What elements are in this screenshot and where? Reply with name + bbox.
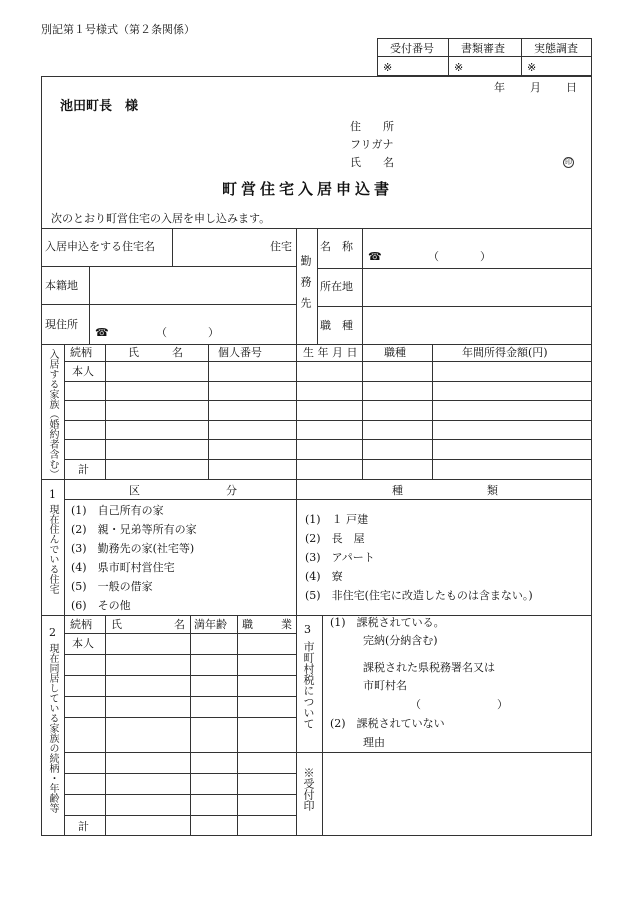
- addressee: 池田町長 様: [60, 99, 139, 114]
- workplace-label: 勤務先: [299, 255, 312, 318]
- document-review-mark: ※: [454, 61, 464, 74]
- family-total: 計: [78, 463, 89, 476]
- type-option: (5) 非住宅(住宅に改造したものは含まない。): [305, 589, 533, 602]
- document-review-header: 書類審査: [461, 42, 505, 55]
- cohabitant-header-occupation-2: 業: [281, 618, 292, 631]
- phone-icon: ☎: [95, 326, 109, 339]
- date-day: 日: [566, 81, 577, 94]
- tax-option-1: (1) 課税されている。: [330, 616, 445, 629]
- date-month: 月: [530, 81, 541, 94]
- cohabitant-header-surname: 氏: [111, 618, 122, 631]
- receipt-number-header: 受付番号: [390, 42, 434, 55]
- housing-name-suffix: 住宅: [270, 240, 292, 253]
- type-header-2: 類: [487, 484, 498, 497]
- family-header-income: 年間所得金額(円): [462, 346, 548, 359]
- category-header-2: 分: [226, 484, 237, 497]
- tax-paren-close: ）: [497, 698, 508, 711]
- workplace-phone-icon: ☎: [368, 250, 382, 263]
- type-option: (4) 寮: [305, 570, 343, 583]
- family-header-job: 職種: [384, 346, 406, 359]
- tax-paren-open: （: [410, 698, 421, 711]
- family-header-id: 個人番号: [218, 346, 262, 359]
- target-housing-label: 入居申込をする住宅名: [45, 240, 155, 253]
- tax-option-1b: 課税された県税務署名又は: [363, 661, 495, 674]
- type-header-1: 種: [392, 484, 403, 497]
- phone-paren-close: ）: [208, 326, 219, 339]
- category-option: (6) その他: [71, 599, 131, 612]
- cohabitant-header-age: 満年齢: [194, 618, 227, 631]
- family-header-birthdate: 生 年 月 日: [303, 346, 358, 359]
- domicile-label: 本籍地: [45, 279, 78, 292]
- form-title: 町営住宅入居申込書: [222, 180, 394, 198]
- family-first-row: 本人: [72, 365, 94, 378]
- section1-number: 1: [49, 488, 56, 501]
- category-option: (3) 勤務先の家(社宅等): [71, 542, 195, 555]
- workplace-paren-close: ）: [480, 250, 491, 263]
- current-address-label: 現住所: [45, 318, 78, 331]
- site-survey-mark: ※: [527, 61, 537, 74]
- tax-option-1c: 市町村名: [363, 679, 407, 692]
- seal-mark: 印: [565, 158, 572, 166]
- type-option: (1) １ 戸建: [305, 513, 369, 526]
- cohabitant-header-relation: 続柄: [70, 618, 92, 631]
- workplace-job-label: 職 種: [320, 319, 353, 332]
- applicant-furigana-label: フリガナ: [350, 138, 394, 151]
- site-survey-header: 実態調査: [534, 42, 578, 55]
- category-option: (4) 県市町村営住宅: [71, 561, 175, 574]
- type-option: (2) 長 屋: [305, 532, 365, 545]
- intro-text: 次のとおり町営住宅の入居を申し込みます。: [51, 212, 271, 225]
- cohabitant-header-given: 名: [174, 618, 185, 631]
- section2-label: 現在同居している家族の続柄・年齢等: [47, 643, 58, 813]
- section1-label: 現在住んでいる住宅: [47, 504, 58, 594]
- tax-option-2: (2) 課税されていない: [330, 717, 445, 730]
- tax-option-2-reason: 理由: [363, 736, 385, 749]
- receipt-number-mark: ※: [383, 61, 393, 74]
- applicant-address-label: 住 所: [350, 120, 394, 133]
- category-option: (1) 自己所有の家: [71, 504, 164, 517]
- section3-label: 市町村税について: [302, 641, 315, 729]
- category-header-1: 区: [129, 484, 140, 497]
- applicant-name-label: 氏 名: [350, 156, 394, 169]
- phone-paren-open: （: [156, 326, 167, 339]
- section3-number: 3: [304, 623, 311, 636]
- date-year: 年: [494, 81, 505, 94]
- family-header-relation: 続柄: [70, 346, 92, 359]
- workplace-name-label: 名 称: [320, 240, 353, 253]
- category-option: (2) 親・兄弟等所有の家: [71, 523, 197, 536]
- form-number: 別記第１号様式（第２条関係）: [41, 23, 195, 36]
- workplace-location-label: 所在地: [320, 280, 353, 293]
- family-section-label: 入居する家族（婚約者含む）: [47, 349, 58, 479]
- cohabitant-header-occupation-1: 職: [242, 618, 253, 631]
- section2-number: 2: [49, 626, 56, 639]
- family-header-name: 氏 名: [128, 346, 183, 359]
- reception-stamp-label: ※受付印: [302, 767, 315, 811]
- tax-option-1a: 完納(分納含む): [363, 634, 438, 647]
- category-option: (5) 一般の借家: [71, 580, 153, 593]
- cohabitant-total: 計: [78, 820, 89, 833]
- workplace-paren-open: （: [428, 250, 439, 263]
- type-option: (3) アパート: [305, 551, 375, 564]
- cohabitant-first-row: 本人: [72, 637, 94, 650]
